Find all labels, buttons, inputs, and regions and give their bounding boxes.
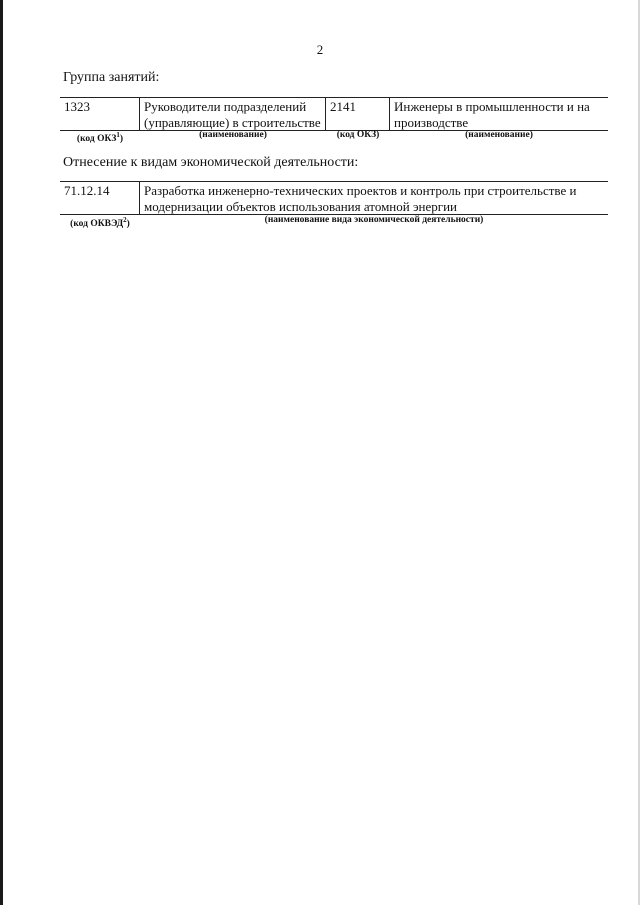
okved-code-cell: 71.12.14 bbox=[60, 182, 140, 214]
occupation-group-title: Группа занятий: bbox=[63, 70, 160, 85]
economic-activity-title: Отнесение к видам экономической деятельности: bbox=[63, 155, 359, 170]
okved-name-caption: (наименование вида экономической деятельности) bbox=[264, 215, 484, 225]
okz-name-caption: (наименование) bbox=[199, 130, 267, 140]
page-edge-left bbox=[0, 0, 3, 905]
okz-name-cell: Инженеры в промышленности и на производстве bbox=[394, 99, 590, 130]
economic-activity-table bbox=[60, 181, 608, 215]
okz-name-caption: (наименование) bbox=[465, 130, 533, 140]
okved-code-caption: (код ОКВЭД$^2$) bbox=[70, 216, 130, 230]
okz-code-caption: (код ОКЗ) bbox=[336, 130, 380, 140]
footnote-ref: 1 bbox=[116, 131, 120, 139]
economic-activity-captions bbox=[60, 214, 608, 230]
okz-code-cell: 2141 bbox=[326, 98, 390, 130]
okz-code-caption: (код ОКЗ$^1$) bbox=[76, 131, 124, 145]
occupation-group-captions bbox=[60, 129, 608, 145]
footnote-ref: 2 bbox=[123, 216, 127, 224]
okved-name-cell: Разработка инженерно-технических проектов и контроль при строительстве и модернизации объектов использования атомной энергии bbox=[144, 183, 577, 214]
okz-name-cell: Руководители подразделений (управляющие) в строительстве bbox=[140, 98, 326, 130]
okz-code-cell: 1323 bbox=[60, 98, 140, 130]
occupation-group-table bbox=[60, 97, 608, 131]
page-number: 2 bbox=[316, 42, 324, 57]
